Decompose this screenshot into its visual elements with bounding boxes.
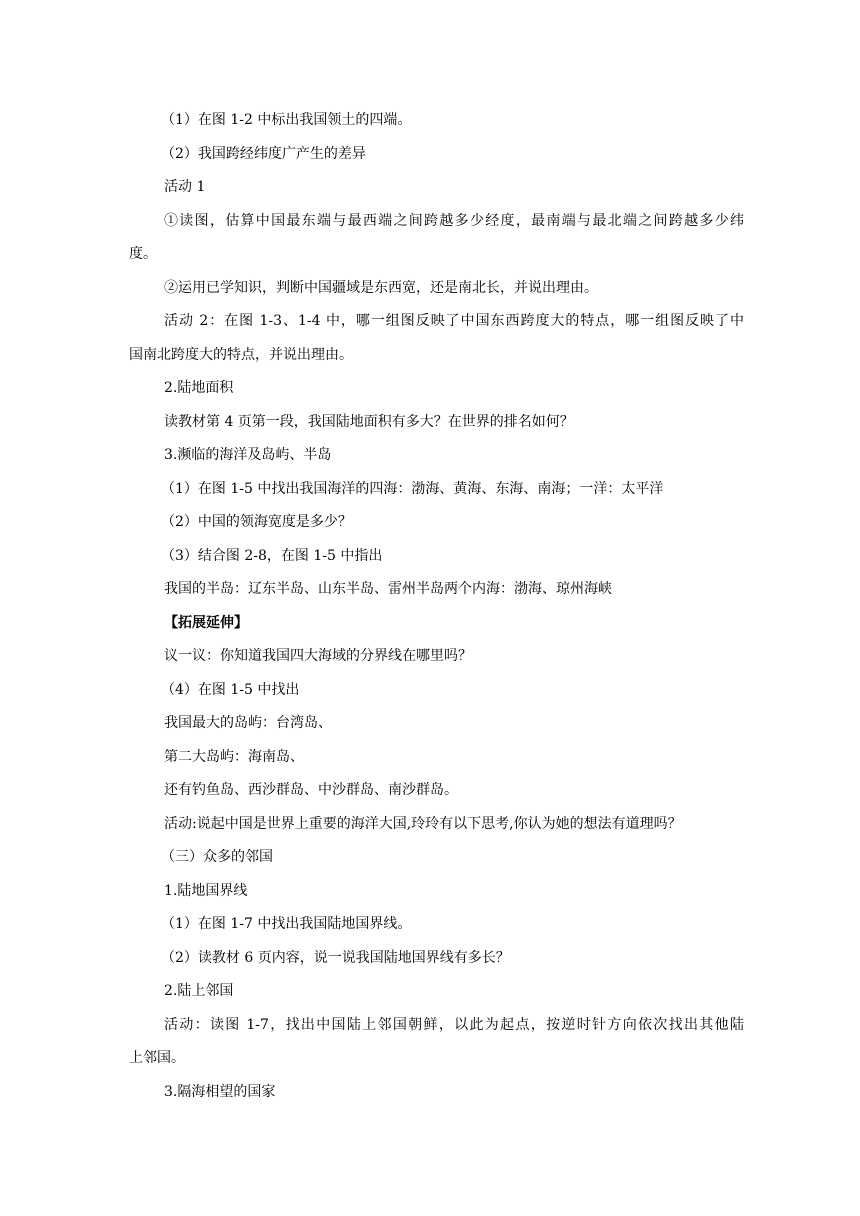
text-line-activity-1: 活动 1 xyxy=(164,179,206,195)
text-line-largest-island: 我国最大的岛屿：台湾岛、 xyxy=(164,715,332,731)
text-line-read-textbook-area: 读教材第 4 页第一段，我国陆地面积有多大？在世界的排名如何？ xyxy=(164,413,574,430)
text-line-estimate-span: ①读图，估算中国最东端与最西端之间跨越多少经度，最南端与最北端之间跨越多少纬 xyxy=(164,212,744,229)
text-line-neighbors-activity-cont: 上邻国。 xyxy=(129,1050,185,1066)
text-line-find-islands: （4）在图 1-5 中找出 xyxy=(161,681,300,698)
section-heading-land-boundary: 1.陆地国界线 xyxy=(164,882,248,899)
section-heading-land-neighbors: 2.陆上邻国 xyxy=(164,983,234,999)
text-line-discussion: 议一议：你知道我国四大海域的分界线在哪里吗？ xyxy=(164,648,472,664)
section-heading-sea-neighbors: 3.隔海相望的国家 xyxy=(164,1083,276,1100)
text-line-other-islands: 还有钓鱼岛、西沙群岛、中沙群岛、南沙群岛。 xyxy=(164,782,458,798)
section-heading-seas-islands: 3.濒临的海洋及岛屿、半岛 xyxy=(164,447,332,463)
text-line-estimate-span-cont: 度。 xyxy=(129,246,157,262)
text-line-second-island: 第二大岛屿：海南岛、 xyxy=(164,748,304,765)
text-line-peninsulas: 我国的半岛：辽东半岛、山东半岛、雷州半岛两个内海：渤海、琼州海峡 xyxy=(164,581,612,597)
section-heading-extension: 【拓展延伸】 xyxy=(164,614,248,631)
text-line-four-seas: （1）在图 1-5 中找出我国海洋的四海：渤海、黄海、东海、南海；一洋：太平洋 xyxy=(161,480,664,497)
text-line-judge-territory-shape: ②运用已学知识，判断中国疆域是东西宽，还是南北长，并说出理由。 xyxy=(164,279,598,296)
text-line-combine-figure: （3）结合图 2-8，在图 1-5 中指出 xyxy=(161,547,383,564)
section-heading-land-area: 2.陆地面积 xyxy=(164,380,234,396)
text-line-ocean-power-activity: 活动:说起中国是世界上重要的海洋大国,玲玲有以下思考,你认为她的想法有道理吗？ xyxy=(164,815,682,832)
text-line-activity-2-cont: 国南北跨度大的特点，并说出理由。 xyxy=(129,346,353,363)
text-line-find-boundary: （1）在图 1-7 中找出我国陆地国界线。 xyxy=(161,916,412,932)
section-heading-neighbors: （三）众多的邻国 xyxy=(161,849,273,865)
text-line-territorial-waters: （2）中国的领海宽度是多少？ xyxy=(161,514,352,530)
text-line-latitude-longitude-differences: （2）我国跨经纬度广产生的差异 xyxy=(161,145,366,162)
document-body xyxy=(129,104,744,1109)
text-line-activity-2: 活动 2：在图 1-3、1-4 中，哪一组图反映了中国东西跨度大的特点，哪一组图反映了中 xyxy=(164,313,744,329)
text-line-boundary-length: （2）读教材 6 页内容，说一说我国陆地国界线有多长？ xyxy=(161,949,510,966)
text-line-mark-territory-extremes: （1）在图 1-2 中标出我国领土的四端。 xyxy=(161,112,412,128)
text-line-neighbors-activity: 活动：读图 1-7，找出中国陆上邻国朝鲜，以此为起点，按逆时针方向依次找出其他陆 xyxy=(164,1016,744,1033)
